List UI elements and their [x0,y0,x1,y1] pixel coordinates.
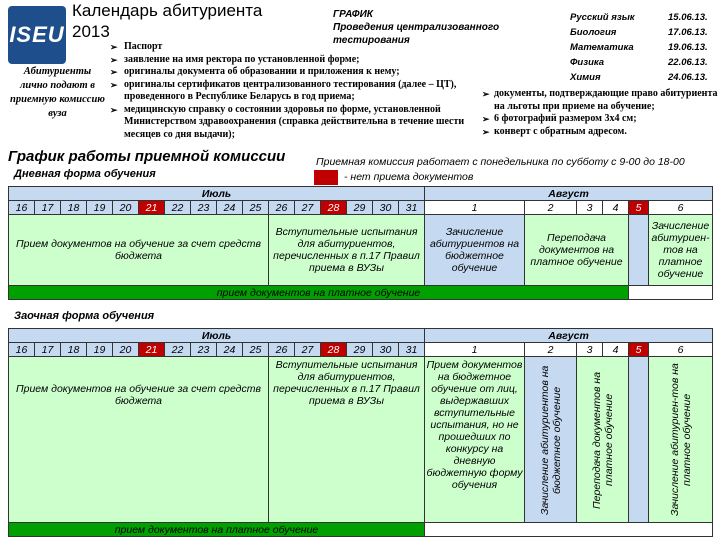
document-item: ➢ оригиналы сертификатов централизованного тестирования (далее – ЦТ), проведенного в Республике Беларусь в год приема; [110,79,470,104]
exam-date: 22.06.13. [668,57,708,68]
day-cell: 25 [243,201,269,215]
page-title: Календарь абитуриента 2013 [72,1,263,41]
day-cell: 29 [347,201,373,215]
month-july: Июль [9,329,425,343]
day-cell: 16 [9,343,35,357]
day-cell: 1 [425,343,525,357]
day-cell: 29 [347,343,373,357]
exam-row [570,10,718,25]
day-cell: 24 [217,343,243,357]
legend-red-swatch [314,170,338,185]
gap-cell [629,357,649,523]
document-item: ➢ медицинскую справку о состоянии здоровья по форме, установленной Министерством здравоохранения (справка действительна в течение шести месяцев со дня выдачи); [110,104,470,142]
exam-subject: Математика [570,42,634,53]
exam-subject: Физика [570,57,605,68]
day-cell: 22 [165,201,191,215]
legend-text: - нет приема документов [344,171,474,183]
ct-header-line2: Проведения централизованного тестирования [333,22,500,46]
empty-cell [425,523,713,537]
side-note: Абитуриенты лично подают в приемную комиссию вуза [10,66,105,119]
day-cell: 19 [87,343,113,357]
documents-list-left [110,41,470,141]
document-item: ➢ документы, подтверждающие право абитуриента на льготы при приеме на обучение; [482,88,718,113]
day-cell: 1 [425,201,525,215]
day-cell: 6 [649,201,713,215]
day-cell: 20 [113,201,139,215]
full-time-calendar [8,186,713,300]
day-cell: 20 [113,343,139,357]
full-time-title: Дневная форма обучения [14,168,156,180]
day-cell: 25 [243,343,269,357]
work-hours-note: Приемная комиссия работает с понедельника по субботу с 9-00 до 18-00 [316,156,685,168]
ct-header-line1: ГРАФИК [333,9,373,20]
exam-row [570,40,718,55]
gap-cell [629,215,649,286]
day-cell: 2 [525,343,577,357]
exam-date: 19.06.13. [668,42,708,53]
entrance-exams-cell: Вступительные испытания для абитуриентов, перечисленных в п.17 Правил приема в ВУЗы [269,357,425,523]
day-cell: 4 [603,201,629,215]
day-cell: 23 [191,343,217,357]
enroll-budget-cell [525,357,577,523]
exam-row [570,25,718,40]
day-cell: 30 [373,201,399,215]
day-cell: 31 [399,343,425,357]
enroll-budget-text: Зачисление абитуриентов на бюджетное обучение [538,364,563,515]
empty-cell [629,286,713,300]
exam-subject: Биология [570,27,617,38]
resubmit-paid-cell [577,357,629,523]
part-time-calendar [8,328,713,537]
budget-submission-cell: Прием документов на обучение за счет средств бюджета [9,215,269,286]
exam-date: 15.06.13. [668,12,708,23]
exam-subject: Русский язык [570,12,635,23]
day-cell-closed: 28 [321,201,347,215]
exam-date: 17.06.13. [668,27,708,38]
day-cell: 17 [35,201,61,215]
exam-date: 24.06.13. [668,72,708,83]
day-cell-closed: 5 [629,201,649,215]
document-item: ➢ Паспорт [110,41,470,54]
day-cell: 17 [35,343,61,357]
day-cell: 23 [191,201,217,215]
day-cell: 16 [9,201,35,215]
day-cell: 26 [269,343,295,357]
budget-submission-cell: Прием документов на обучение за счет средств бюджета [9,357,269,523]
day-cell: 22 [165,343,191,357]
day-cell: 24 [217,201,243,215]
exam-row [570,55,718,70]
paid-submission-strip: прием документов на платное обучение [9,523,425,537]
resubmit-paid-cell: Переподача документов на платное обучение [525,215,629,286]
day-cell: 4 [603,343,629,357]
document-item: ➢ оригиналы документа об образовании и приложения к нему; [110,66,470,79]
entrance-exams-cell: Вступительные испытания для абитуриентов, перечисленных в п.17 Правил приема в ВУЗы [269,215,425,286]
enroll-budget-cell: Зачисление абитуриентов на бюджетное обучение [425,215,525,286]
day-cell: 31 [399,201,425,215]
day-cell: 3 [577,343,603,357]
document-item: ➢ конверт с обратным адресом. [482,126,718,139]
month-august: Август [425,187,713,201]
day-cell: 30 [373,343,399,357]
day-cell: 27 [295,343,321,357]
schedule-title: График работы приемной комиссии [8,148,286,165]
day-cell: 3 [577,201,603,215]
paid-submission-strip: прием документов на платное обучение [9,286,629,300]
day-cell-closed: 21 [139,201,165,215]
document-item: ➢ заявление на имя ректора по установленной форме; [110,54,470,67]
day-cell: 2 [525,201,577,215]
day-cell-closed: 28 [321,343,347,357]
exam-subject: Химия [570,72,601,83]
documents-list-right [482,88,718,138]
budget-late-submission-cell: Прием документов на бюджетное обучение от лиц, выдержавших вступительные испытания, но не прошедших по конкурсу на дневную бюджетную форму обучения [425,357,525,523]
iseu-logo: ISEU [8,6,66,64]
day-cell: 26 [269,201,295,215]
day-cell-closed: 5 [629,343,649,357]
enroll-paid-cell: Зачисление абитуриен-тов на платное обучение [649,215,713,286]
month-july: Июль [9,187,425,201]
day-cell: 18 [61,201,87,215]
day-cell: 27 [295,201,321,215]
enroll-paid-cell [649,357,713,523]
enroll-paid-text: Зачисление абитуриен-тов на платное обучение [668,363,693,516]
month-august: Август [425,329,713,343]
day-cell: 6 [649,343,713,357]
document-item: ➢ 6 фотографий размером 3х4 см; [482,113,718,126]
day-cell: 19 [87,201,113,215]
resubmit-paid-text: Переподача документов на платное обучение [590,370,615,509]
day-cell-closed: 21 [139,343,165,357]
exam-row [570,70,718,85]
day-cell: 18 [61,343,87,357]
part-time-title: Заочная форма обучения [14,310,155,322]
exam-schedule [570,10,718,85]
